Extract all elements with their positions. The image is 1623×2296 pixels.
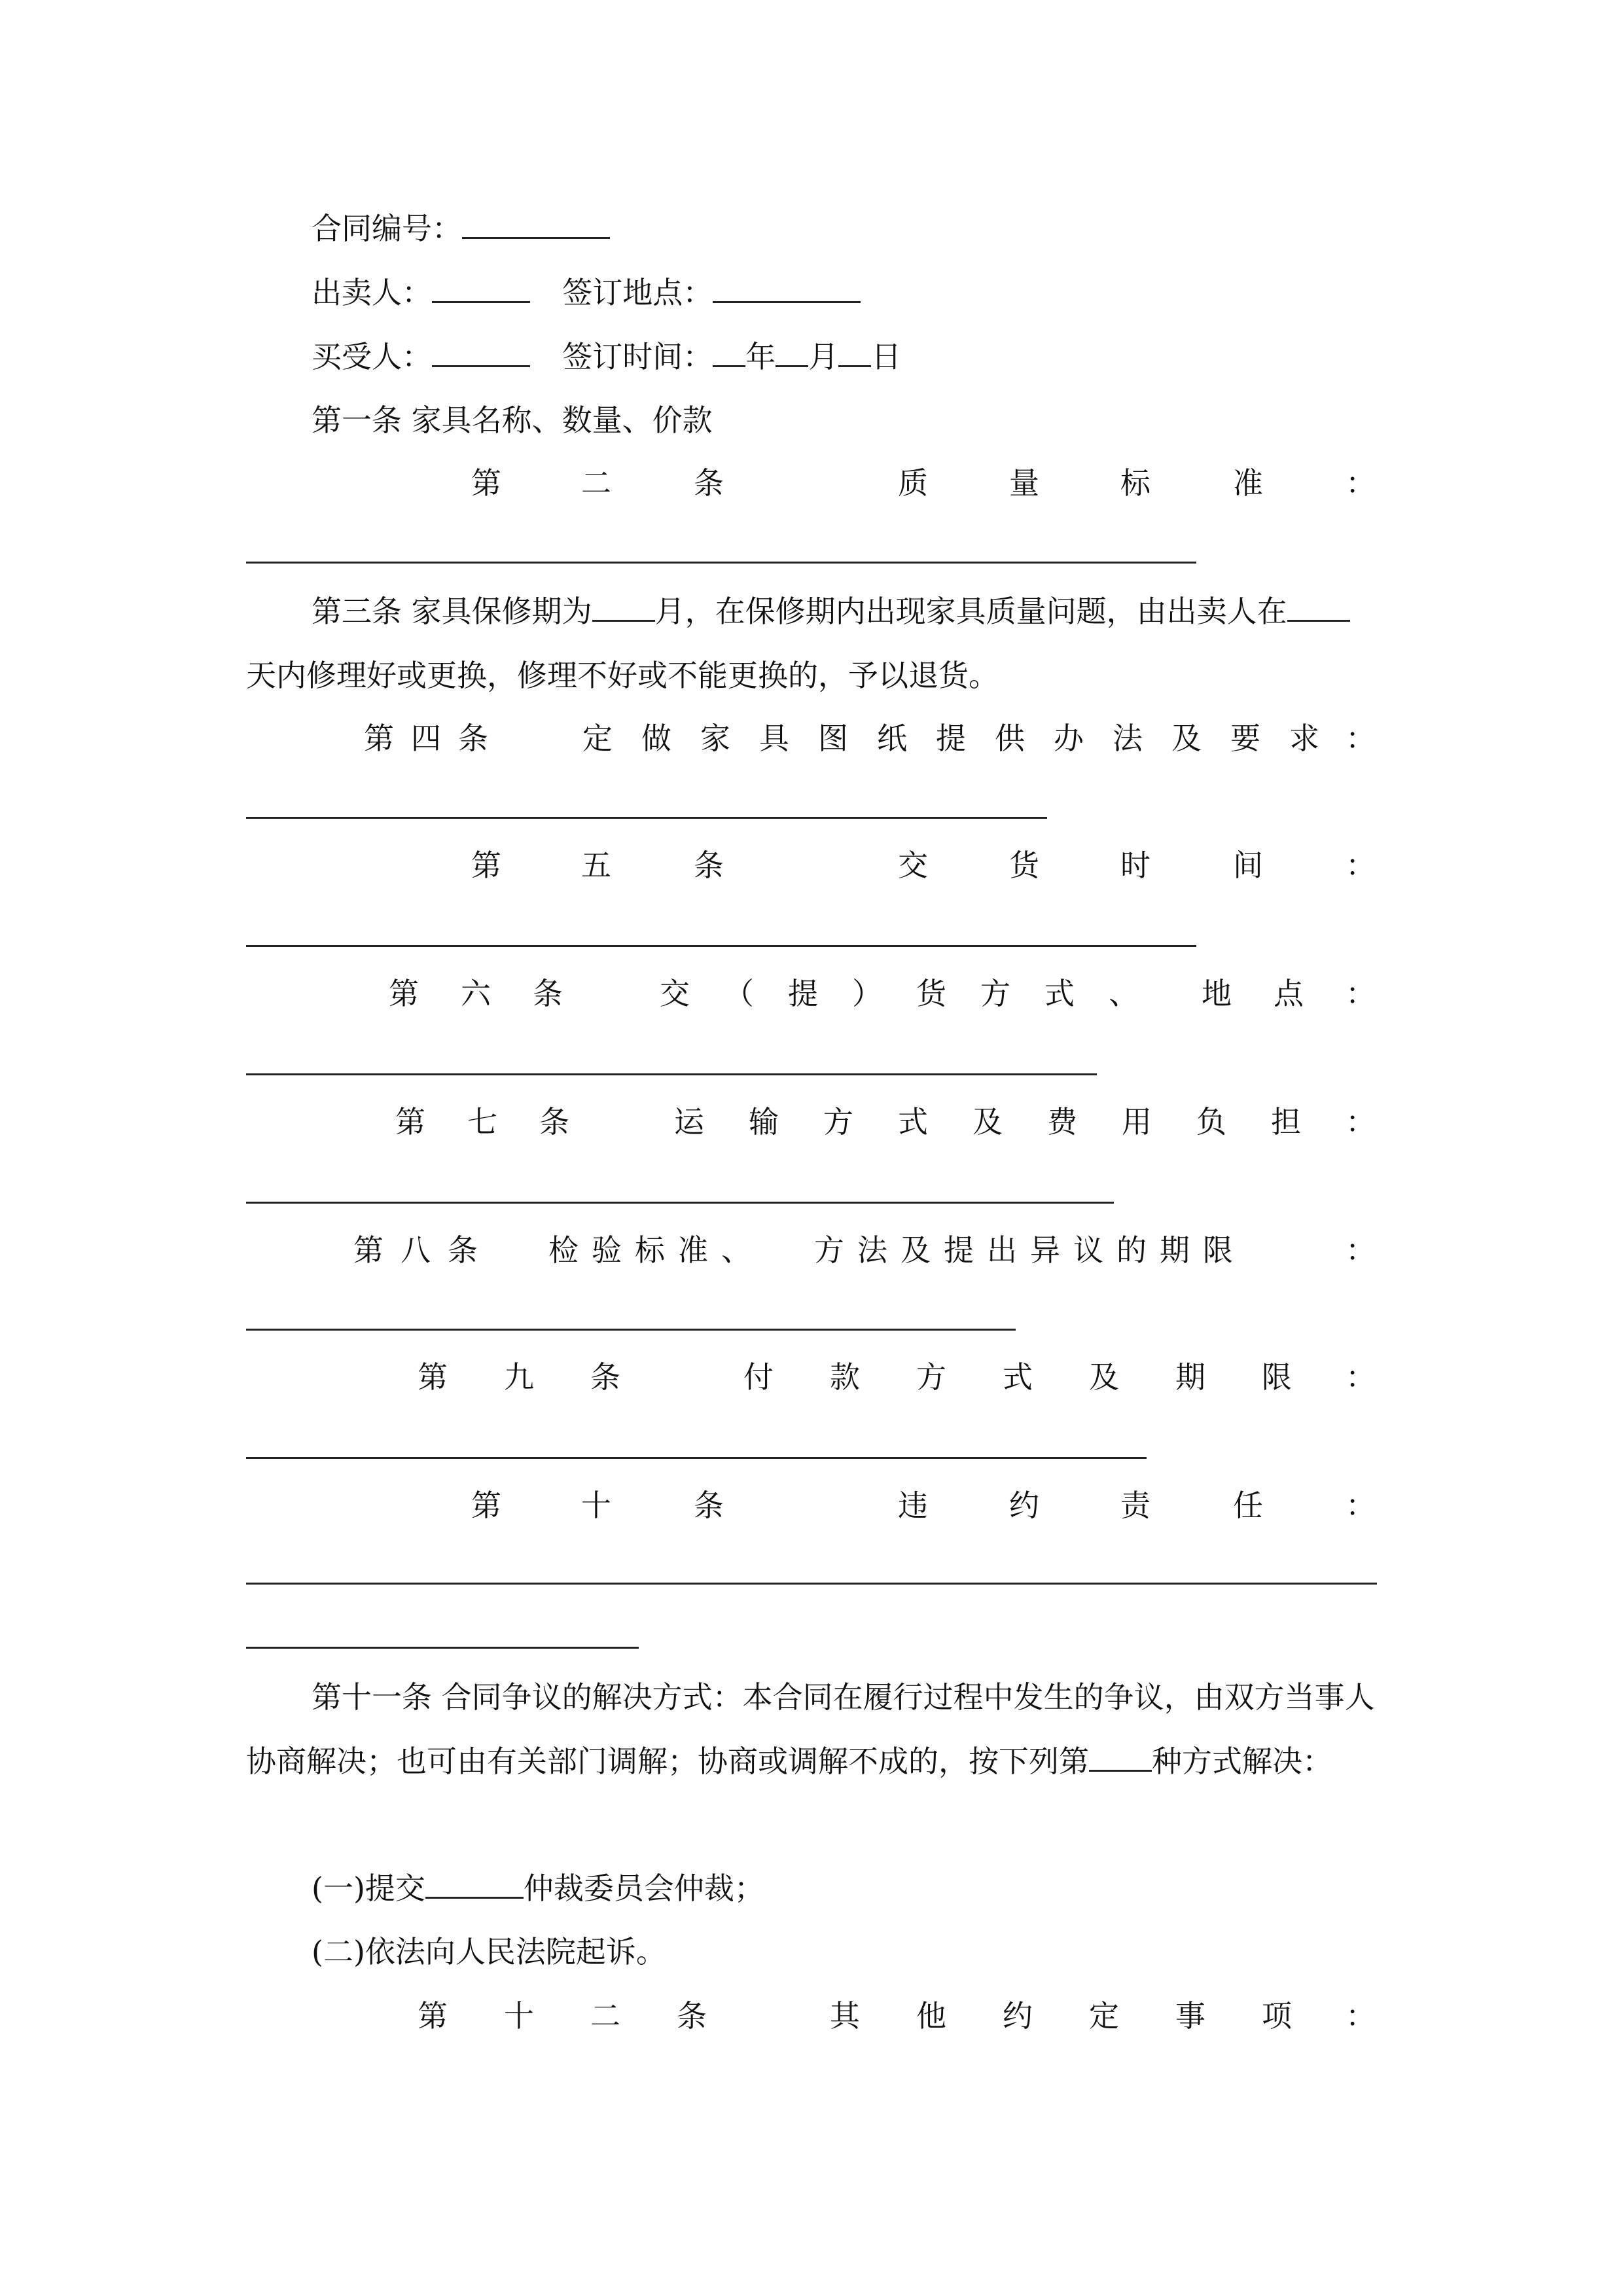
- arbitration-commission-blank[interactable]: [425, 1868, 524, 1899]
- article-2-fill-line[interactable]: [246, 562, 1196, 564]
- article-11-option-1: [312, 1868, 764, 1908]
- article-11-option-2: (二)依法向人民法院起诉。: [312, 1934, 666, 1969]
- sign-place-blank[interactable]: [713, 272, 861, 303]
- buyer-line: [312, 336, 901, 376]
- day-blank[interactable]: [838, 336, 871, 367]
- article-8-fill-line[interactable]: [246, 1329, 1016, 1331]
- sign-place-label: 签订地点：: [562, 275, 713, 310]
- article-9-fill-line[interactable]: [246, 1457, 1147, 1459]
- contract-number-line: [312, 208, 610, 248]
- article-3-suffix: 天内修理好或更换，修理不好或不能更换的，予以退货。: [246, 658, 999, 693]
- month-label: 月: [808, 339, 839, 374]
- repair-days-blank[interactable]: [1287, 591, 1350, 622]
- article-1: 第一条 家具名称、数量、价款: [312, 403, 713, 438]
- seller-label: 出卖人：: [312, 275, 432, 310]
- article-4-fill-line[interactable]: [246, 817, 1047, 819]
- contract-number-label: 合同编号：: [312, 211, 462, 246]
- warranty-months-blank[interactable]: [592, 591, 655, 622]
- year-label: 年: [745, 339, 776, 374]
- article-3: [246, 579, 1378, 708]
- article-5-fill-line[interactable]: [246, 945, 1196, 947]
- contract-page: 合同编号： 出卖人： 签订地点： 买受人： 签订时间： 年 月 日 第一条 家具名称、数量、价款 第 二 条 质 量 标 准 ： 第三条 家具保修期为 月，在保修期内出现家具质量问题，由出卖人在天内修理好或更换，修理不好或不能更换的，予以退货。 第 四 条 定 做 家 具 图 纸 提 供 办 法 及 要 求 ： 第 五 条 交 货 时 间 ： 第 六 条 交 （ 提 ） 货 方 式 、 地 点 ： 第 七 条 运 输 方 式 及 费 用 负 担 ： 第 八 条 检 验 标 准 、 方 法 及 提 出 异 议 的 期 限 ： 第 九 条 付 款 方 式 及 期 限 ： 第 十 条 违 约 责 任 ： 第十一条 合同争议的解决方式：本合同在履行过程中发生的争议，由双方当事人协商解决；也可由有关部门调解；协商或调解不成的，按下列第 种方式解决： (一)提交 仲裁委员会仲裁； (二)依法向人民法院起诉。 第 十 二 条 其 他 约 定 事 项 ：: [0, 0, 1623, 2296]
- month-blank[interactable]: [776, 336, 808, 367]
- contract-number-blank[interactable]: [462, 208, 610, 239]
- article-11: [246, 1665, 1378, 1793]
- year-blank[interactable]: [713, 336, 745, 367]
- article-7-fill-line[interactable]: [246, 1202, 1114, 1204]
- article-6-fill-line[interactable]: [246, 1073, 1097, 1075]
- dispute-method-blank[interactable]: [1089, 1741, 1152, 1772]
- article-11-suffix: 种方式解决：: [1152, 1744, 1332, 1779]
- option-1-suffix: 仲裁委员会仲裁；: [523, 1871, 764, 1906]
- article-3-middle: 月，在保修期内出现家具质量问题，由出卖人在: [654, 594, 1287, 629]
- article-10-fill-line-2[interactable]: [246, 1647, 639, 1649]
- article-10-fill-line-1[interactable]: [246, 1583, 1377, 1585]
- article-11-prefix: 第十一条 合同争议的解决方式：本合同在履行过程中发生的争议，由双方当事人协商解决；也可由有关部门调解；协商或调解不成的，按下列第: [246, 1679, 1375, 1779]
- seller-line: [312, 272, 861, 312]
- buyer-label: 买受人：: [312, 339, 432, 374]
- buyer-blank[interactable]: [432, 336, 530, 367]
- day-label: 日: [871, 339, 902, 374]
- sign-time-label: 签订时间：: [562, 339, 713, 374]
- seller-blank[interactable]: [432, 272, 530, 303]
- article-3-prefix: 第三条 家具保修期为: [312, 594, 592, 629]
- option-1-prefix: (一)提交: [312, 1871, 425, 1906]
